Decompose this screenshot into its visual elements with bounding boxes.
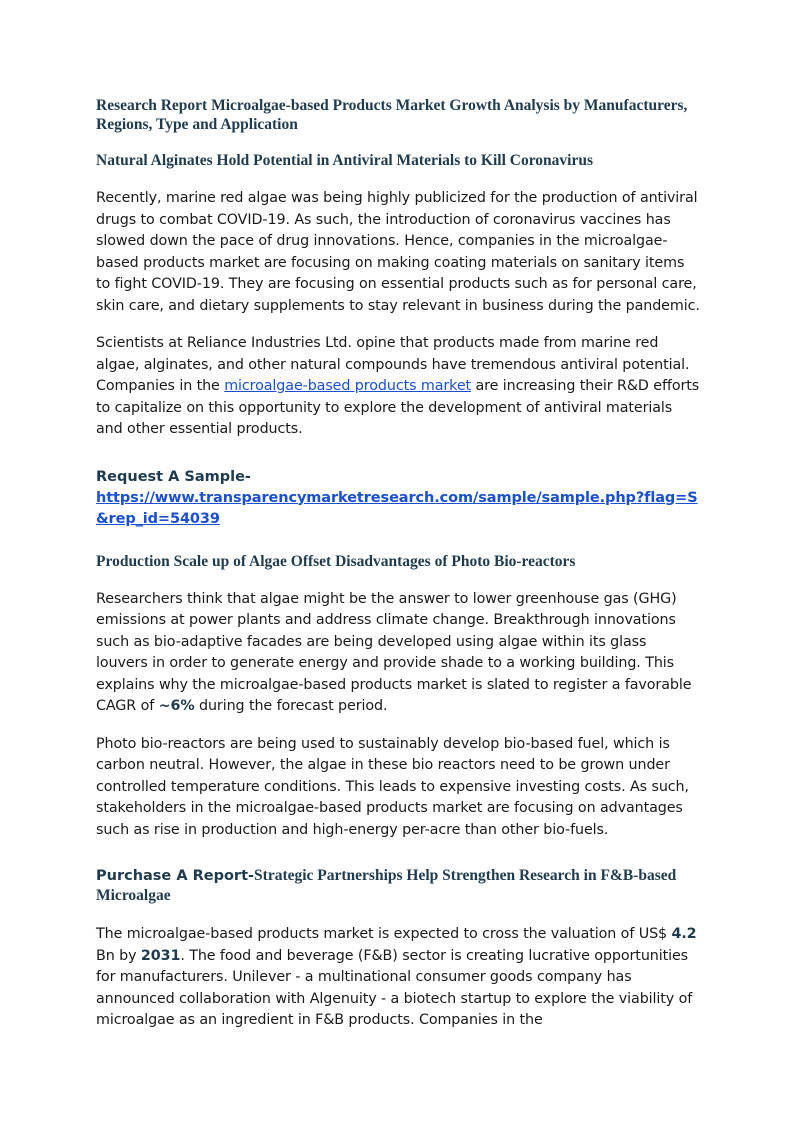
paragraph-reliance-text-start: Scientists at Reliance Industries Ltd. opine that products made from marine red algae, alginates, and other natural compounds have tremendous antiviral potential. Companies in the: [96, 335, 690, 394]
request-sample-link[interactable]: https://www.transparencymarketresearch.com/sample/sample.php?flag=S&rep_id=54039: [96, 489, 698, 527]
paragraph-red-algae: Recently, marine red algae was being highly publicized for the production of antiviral drugs to combat COVID-19. As such, the introduction of coronavirus vaccines has slowed down the pace of drug innovations. Hence, companies in the microalgae-based products market are focusing on making coating materials on sanitary items to fight COVID-19. They are focusing on essential products such as for personal care, skin care, and dietary supplements to stay relevant in business during the pandemic.: [96, 190, 700, 314]
paragraph-ghg-text-start: Researchers think that algae might be the answer to lower greenhouse gas (GHG) emissions at power plants and address climate change. Breakthrough innovations such as bio-adaptive facades are being developed using algae within its glass louvers in order to generate energy and provide shade to a working building. This explains why the microalgae-based products market is slated to register a favorable CAGR of: [96, 590, 692, 714]
forecast-year: 2031: [140, 947, 181, 964]
paragraph-valuation: [96, 924, 700, 1032]
document-page: [96, 96, 700, 1048]
paragraph-ghg-text-end: during the forecast period.: [194, 698, 388, 714]
market-link[interactable]: microalgae-based products market: [224, 378, 472, 394]
section-heading-alginates: Natural Alginates Hold Potential in Antiviral Materials to Kill Coronavirus: [96, 152, 593, 169]
request-sample-block: [96, 467, 700, 530]
request-sample-label: Request A Sample-: [96, 468, 251, 485]
cagr-value: ~6%: [158, 698, 195, 714]
paragraph-valuation-text-b: Bn by: [96, 947, 141, 964]
paragraph-valuation-text-a: The microalgae-based products market is expected to cross the valuation of US$: [96, 926, 672, 942]
paragraph-reliance-text-end: are increasing their R&D efforts to capitalize on this opportunity to explore the development of antiviral materials and other essential products.: [96, 378, 700, 437]
report-title: Research Report Microalgae-based Products Market Growth Analysis by Manufacturers, Regions, Type and Application: [96, 97, 688, 133]
paragraph-reliance: [96, 333, 700, 441]
paragraph-ghg: [96, 589, 700, 718]
section-heading-photo-bioreactors: Production Scale up of Algae Offset Disadvantages of Photo Bio-reactors: [96, 552, 576, 570]
section-heading-partnerships: Strategic Partnerships Help Strengthen Research in F&B-based Microalgae: [96, 867, 677, 904]
paragraph-photo-bioreactors: Photo bio-reactors are being used to sustainably develop bio-based fuel, which is carbon neutral. However, the algae in these bio reactors need to be grown under controlled temperature conditions. This leads to expensive investing costs. As such, stakeholders in the microalgae-based products market are focusing on advantages such as rise in production and high-energy per-acre than other bio-fuels.: [96, 735, 689, 838]
purchase-report-block: [96, 866, 700, 906]
valuation-amount: 4.2: [671, 926, 697, 942]
purchase-report-label[interactable]: Purchase A Report-: [96, 868, 255, 884]
paragraph-valuation-text-c: . The food and beverage (F&B) sector is creating lucrative opportunities for manufacturers. Unilever - a multinational consumer goods company has announced collaboration with Algenuity - a biotech startup to explore the viability of microalgae as an ingredient in F&B products. Companies in the: [96, 947, 693, 1028]
